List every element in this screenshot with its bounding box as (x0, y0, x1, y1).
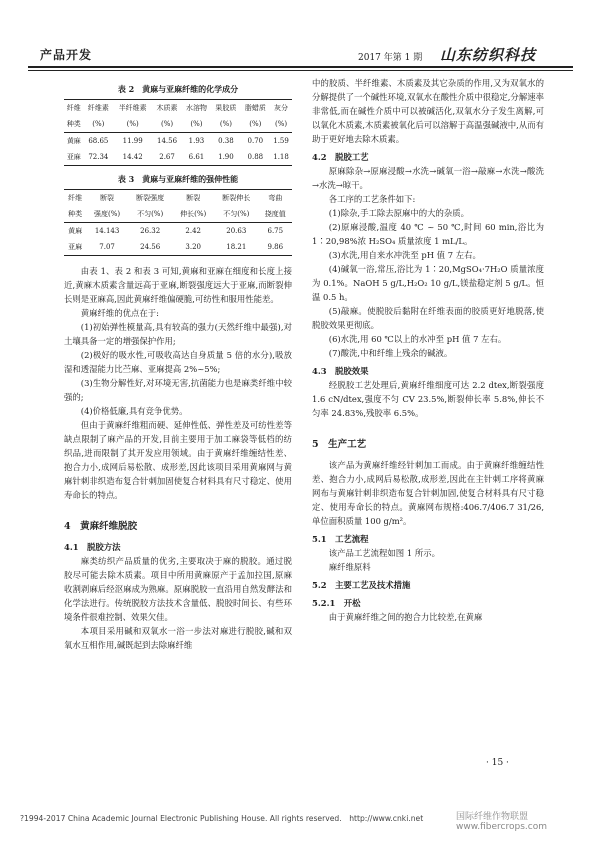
table3-header: 纤维 (64, 190, 86, 207)
watermark: 国际纤维作物联盟 www.fibercrops.com (456, 812, 547, 832)
table2-header: 水溶物 (182, 100, 211, 117)
list-item: (4)碱氧一浴,常压,浴比为 1∶20,MgSO₄·7H₂O 质量浓度为 0.1%。NaOH 5 g/L,H₂O₂ 10 g/L,镁盐稳定剂 5 g/L。恒温 0.5 h。 (312, 264, 544, 302)
subsection-heading: 4.3 脱胶效果 (312, 366, 369, 376)
table-cell: 0.38 (218, 137, 234, 145)
list-item: (2)原麻浸酸,温度 40 ℃ ~ 50 ℃,时间 60 min,浴比为 1∶20,98%浓 H₂SO₄ 质量浓度 1 mL/L。 (312, 222, 544, 246)
table2-header: 半纤维素 (113, 100, 152, 117)
table3-header: 断裂 (86, 190, 128, 207)
table-cell: 18.21 (214, 239, 259, 256)
paragraph: 该产品工艺流程如图 1 所示。 (328, 548, 440, 558)
subsection-heading: 5.1 工艺流程 (312, 534, 369, 544)
table-cell: 亚麻 (64, 239, 86, 256)
list-item: (1)初始弹性模量高,具有较高的强力(天然纤维中最强),对土壤具备一定的增强保护作用; (64, 322, 292, 346)
table3-header: 挠度值 (259, 206, 292, 223)
left-column (64, 76, 292, 652)
copyright-footer: ?1994-2017 China Academic Journal Electronic Publishing House. All rights reserved. http://www.cnki.net (20, 814, 424, 823)
table2-header: 纤维 (64, 100, 84, 117)
paragraph: 各工序的工艺条件如下: (328, 194, 416, 204)
paragraph: 由于黄麻纤维之间的抱合力比较差,在黄麻 (328, 612, 483, 622)
table2 (64, 99, 292, 166)
list-item: (4)价格低廉,具有竞争优势。 (80, 406, 188, 416)
table3-header: 断裂伸长 (214, 190, 259, 207)
section-title: 产品开发 (40, 48, 93, 62)
section-heading: 5 生产工艺 (312, 439, 367, 450)
table-cell: 11.99 (122, 137, 143, 145)
table-cell: 68.65 (88, 137, 109, 145)
table-cell: 24.56 (128, 239, 173, 256)
table-cell: 1.59 (273, 137, 289, 145)
table-row (64, 239, 292, 256)
table3-header: 断裂 (172, 190, 214, 207)
table-cell: 14.56 (157, 137, 178, 145)
table-cell: 6.75 (267, 227, 284, 235)
table3 (64, 189, 292, 256)
table-cell: 1.93 (188, 137, 205, 145)
table2-header: (%) (182, 116, 211, 133)
paragraph: 中的胶质、半纤维素、木质素及其它杂质的作用,又为双氧水的分解提供了一个碱性环境,双氧水在酸性介质中很稳定,分解速率非常低,而在碱性介质中可以被碱活化,双氧水分子发生离解,可以氧化木质素,木质素被氧化后可以溶解于高温强碱液中,从而有助于更好地去除木质素。 (312, 78, 544, 144)
table3-header: 断裂强度 (128, 190, 173, 207)
table2-header: (%) (84, 116, 113, 133)
paragraph: 黄麻纤维的优点在于: (80, 308, 159, 318)
table2-header: (%) (113, 116, 152, 133)
table-row (64, 133, 292, 150)
table-cell: 6.61 (182, 149, 211, 166)
table-cell: 0.70 (247, 137, 264, 145)
table2-caption: 表 2 黄麻与亚麻纤维的化学成分 (117, 84, 239, 94)
right-column (312, 76, 544, 624)
table-cell: 2.67 (152, 149, 181, 166)
table-cell: 0.88 (241, 149, 270, 166)
table-cell: 黄麻 (68, 227, 83, 235)
list-item: (2)极好的吸水性,可吸收高达自身质量 5 倍的水分),吸放湿和透湿能力比苎麻、亚麻提高 2%~5%; (64, 350, 292, 374)
header-rule-thin (28, 70, 573, 71)
table2-header: (%) (152, 116, 181, 133)
table3-caption: 表 3 黄麻与亚麻纤维的强伸性能 (117, 174, 239, 184)
table2-header: (%) (270, 116, 292, 133)
table2-header: 果胶质 (211, 100, 240, 117)
subsection-heading: 4.2 脱胶工艺 (312, 152, 369, 162)
table2-header: 灰分 (270, 100, 292, 117)
paragraph: 本项目采用碱和双氧水一浴一步法对麻进行脱胶,碱和双氧水互相作用,碱既起到去除麻纤维 (64, 626, 292, 650)
paragraph: 麻类纺织产品质量的优劣,主要取决于麻的脱胶。通过脱胶尽可能去除木质素。项目中所用黄麻原产于孟加拉国,原麻收割剥麻后经沤麻成为熟麻。原麻脱胶一直沿用自然发酵法和化学法进行。传统脱胶方法技术含量低、脱胶时间长、有些环境条件很难控制、效果欠佳。 (64, 556, 292, 622)
section-heading: 4 黄麻纤维脱胶 (64, 521, 138, 532)
table2-header: 纤维素 (84, 100, 113, 117)
paragraph: 由表 1、表 2 和表 3 可知,黄麻和亚麻在细度和长度上接近,黄麻木质素含量远高于亚麻,断裂强度远大于亚麻,而断裂伸长则是亚麻高,因此黄麻纤维偏硬脆,可纺性和服用性能差。 (64, 266, 292, 304)
issue-label: 2017 年第 1 期 (358, 53, 423, 63)
table-cell: 1.90 (211, 149, 240, 166)
table3-header: 不匀(%) (214, 206, 259, 223)
list-item: (1)除杂,手工除去原麻中的大的杂质。 (328, 208, 469, 218)
list-item: (7)酸洗,中和纤维上残余的碱液。 (328, 348, 453, 358)
paragraph: 该产品为黄麻纤维经针刺加工而成。由于黄麻纤维缠结性差、抱合力小,成网后易松散,成形差,因此在主针刺工序将黄麻网布与黄麻针刺非织造布复合针刺加固,使复合材料具有尺寸稳定、使用寿命长的特点。黄麻网布规格:406.7/406.7 31/26,单位面积质量 100 g/m²。 (312, 460, 544, 526)
table-cell: 14.42 (113, 149, 152, 166)
table-cell: 3.20 (172, 239, 214, 256)
table-row (64, 149, 292, 166)
table2-header: (%) (211, 116, 240, 133)
paragraph: 但由于黄麻纤维粗而硬、延伸性低、弹性差及可纺性差等缺点限制了麻产品的开发,目前主要用于加工麻袋等低档的纺织品,进而限制了其开发应用领域。由于黄麻纤维缠结性差、抱合力小,成网后易松散、成形差,因此该项目采用黄麻网与黄麻针刺非织造布复合针刺加固使复合材料具有尺寸稳定、使用寿命长的特点。 (64, 420, 292, 500)
table3-header: 强度(%) (86, 206, 128, 223)
header-rule (28, 66, 573, 68)
page-number: · 15 · (486, 758, 509, 768)
table-cell: 72.34 (84, 149, 113, 166)
table2-header: 木质素 (152, 100, 181, 117)
table-row (64, 223, 292, 240)
journal-logo: 山东纺织科技 (440, 46, 537, 64)
paragraph: 原麻除杂→原麻浸酸→水洗→碱氧一浴→敲麻→水洗→酸洗→水洗→晾干。 (312, 166, 544, 190)
table-cell: 1.18 (270, 149, 292, 166)
table-cell: 20.63 (226, 227, 247, 235)
list-item: (5)敲麻。使脱胶后黏附在纤维表面的胶质更好地脱落,使脱胶效果更彻底。 (312, 306, 544, 330)
table2-header: 种类 (64, 116, 84, 133)
list-item: (6)水洗,用 60 ℃以上的水冲至 pH 值 7 左右。 (328, 334, 507, 344)
subsection-heading: 4.1 脱胶方法 (64, 542, 121, 552)
paragraph: 麻纤维原料 (328, 562, 371, 572)
table-cell: 2.42 (185, 227, 201, 235)
list-item: (3)生物分解性好,对环境无害,抗菌能力也是麻类纤维中较强的; (64, 378, 292, 402)
table3-header: 弯曲 (259, 190, 292, 207)
table2-header: 脂蜡质 (241, 100, 270, 117)
paragraph: 经脱胶工艺处理后,黄麻纤维细度可达 2.2 dtex,断裂强度 1.6 cN/dtex,强度不匀 CV 23.5%,断裂伸长率 5.8%,伸长不匀率 24.83%,残胶率 6.5%。 (312, 380, 544, 418)
table-cell: 26.32 (140, 227, 161, 235)
table-cell: 7.07 (86, 239, 128, 256)
subsection-heading: 5.2 主要工艺及技术措施 (312, 580, 411, 590)
table-cell: 14.143 (94, 227, 120, 235)
table2-header: (%) (241, 116, 270, 133)
table-cell: 亚麻 (64, 149, 84, 166)
list-item: (3)水洗,用自来水冲洗至 pH 值 7 左右。 (328, 250, 481, 260)
table3-header: 伸长(%) (172, 206, 214, 223)
table3-header: 不匀(%) (128, 206, 173, 223)
subsection-heading: 5.2.1 开松 (312, 598, 361, 608)
table-cell: 黄麻 (66, 137, 81, 145)
table3-header: 种类 (64, 206, 86, 223)
table-cell: 9.86 (259, 239, 292, 256)
